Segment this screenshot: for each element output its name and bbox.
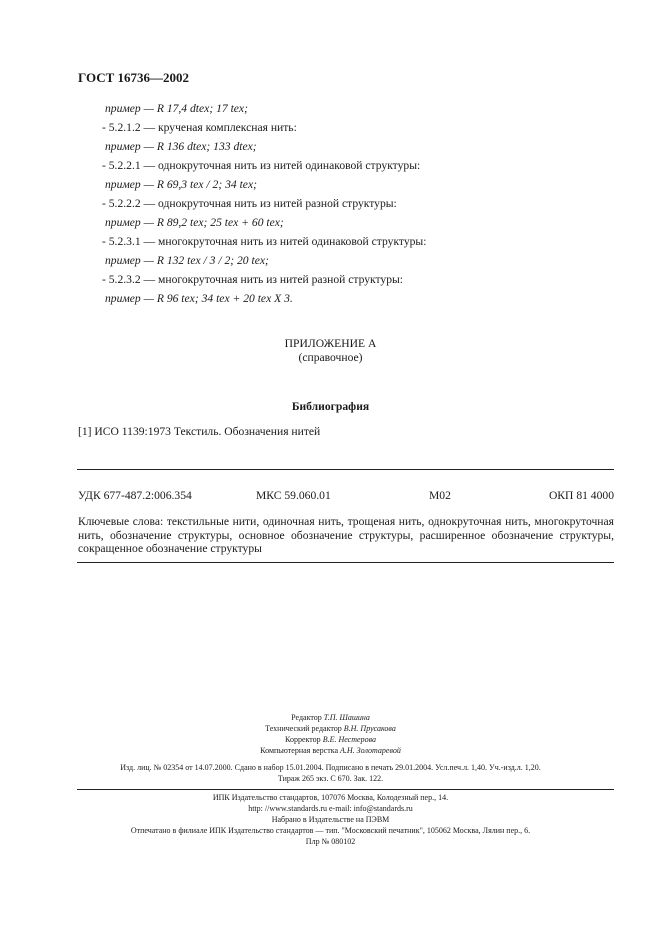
publishing-line: Тираж 265 экз. С 670. Зак. 122. [277,774,384,783]
printing-info [0,792,661,847]
credit-name: Т.П. Шашина [323,713,370,722]
credit-role: Компьютерная верстка [260,746,339,755]
separator-rule [77,469,614,470]
designation-examples [102,99,625,308]
printing-line: Набрано в Издательстве на ПЭВМ [271,815,390,824]
appendix-subtitle: (справочное) [298,351,363,364]
clause-line: - 5.2.3.1 — многокруточная нить из нитей одинаковой структуры: [102,235,427,248]
example-line: пример — R 136 dtex; 133 dtex; [105,140,257,153]
credit-line [0,734,661,745]
mks-code: МКС 59.060.01 [256,489,331,502]
credit-name: А.Н. Золотаревой [340,746,401,755]
editorial-credits [0,712,661,756]
clause-line: - 5.2.3.2 — многокруточная нить из нитей разной структуры: [102,273,404,286]
example-line: пример — R 132 tex / 3 / 2; 20 tex; [105,254,269,267]
clause-line: - 5.2.2.2 — однокруточная нить из нитей разной структуры: [102,197,397,210]
publishing-line: Изд. лиц. № 02354 от 14.07.2000. Сдано в набор 15.01.2004. Подписано в печать 29.01.2004. Усл.печ.л. 1,40. Уч.-изд.л. 1,20. [120,763,541,772]
clause-line: - 5.2.2.1 — однокруточная нить из нитей одинаковой структуры: [102,159,421,172]
example-line: пример — R 96 tex; 34 tex + 20 tex X 3. [105,292,293,305]
separator-rule [77,789,614,790]
keywords-paragraph: Ключевые слова: текстильные нити, одиночная нить, трощеная нить, однокруточная нить, многокруточная нить, обозначение структуры, основное обозначение структуры, расширенное обозначение структуры, сокращенное обозначение структуры [78,515,614,555]
example-line: пример — R 69,3 tex / 2; 34 tex; [105,178,257,191]
printing-line: Плр № 080102 [305,837,356,846]
appendix-title: ПРИЛОЖЕНИЕ А [284,337,377,350]
credit-role: Технический редактор [265,724,342,733]
printing-line: http: //www.standards.ru e-mail: info@standards.ru [248,804,413,813]
credit-role: Корректор [285,735,321,744]
credit-line [0,712,661,723]
credit-line [0,745,661,756]
credit-line [0,723,661,734]
document-header: ГОСТ 16736—2002 [78,70,190,85]
credit-name: В.Н. Прусакова [343,724,396,733]
publishing-info [0,762,661,784]
bibliography-heading: Библиография [291,400,370,413]
okp-code: ОКП 81 4000 [548,489,614,502]
separator-rule [77,562,614,563]
group-code: М02 [429,489,451,502]
example-line: пример — R 17,4 dtex; 17 tex; [105,102,248,115]
example-line: пример — R 89,2 tex; 25 tex + 60 tex; [105,216,284,229]
udk-code: УДК 677-487.2:006.354 [78,489,192,502]
credit-role: Редактор [291,713,322,722]
printing-line: Отпечатано в филиале ИПК Издательство стандартов — тип. "Московский печатник", 105062 Москва, Лялин пер., 6. [130,826,531,835]
clause-line: - 5.2.1.2 — крученая комплексная нить: [102,121,297,134]
bibliography-item: [1] ИСО 1139:1973 Текстиль. Обозначения нитей [78,425,321,438]
printing-line: ИПК Издательство стандартов, 107076 Москва, Колодезный пер., 14. [212,793,449,802]
credit-name: В.Е. Нестерова [322,735,376,744]
